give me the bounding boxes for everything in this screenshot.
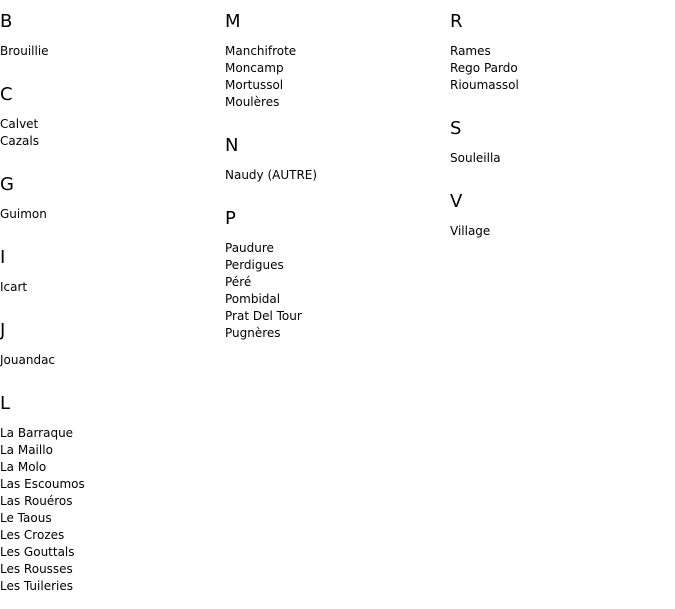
place-link[interactable]: Mortussol: [225, 78, 284, 92]
letter-group-m: [225, 0, 450, 124]
list-item: [0, 510, 225, 527]
letter-group-p: [225, 197, 450, 355]
place-link[interactable]: Souleilla: [450, 151, 501, 165]
place-link[interactable]: Guimon: [0, 207, 47, 221]
letter-heading: J: [0, 320, 6, 341]
place-link[interactable]: Pugnères: [225, 326, 281, 340]
letter-heading: L: [0, 393, 11, 414]
letter-group-l: [0, 382, 225, 608]
place-list: [0, 43, 225, 60]
list-item: [225, 77, 450, 94]
letter-heading: V: [450, 191, 463, 212]
place-list: [0, 352, 225, 369]
list-item: [0, 578, 225, 595]
place-link[interactable]: Naudy (AUTRE): [225, 168, 318, 182]
place-link[interactable]: Moncamp: [225, 61, 284, 75]
place-link[interactable]: Péré: [225, 275, 252, 289]
list-item: [225, 240, 450, 257]
list-item: [450, 60, 675, 77]
list-item: [0, 527, 225, 544]
letter-group-j: [0, 309, 225, 382]
place-list: [0, 116, 225, 150]
place-link[interactable]: Les Gouttals: [0, 545, 75, 559]
list-item: [225, 94, 450, 111]
place-list: [0, 279, 225, 296]
place-link[interactable]: Cazals: [0, 134, 39, 148]
place-link[interactable]: Brouillie: [0, 44, 49, 58]
letter-group-r: [450, 0, 675, 107]
list-item: [0, 561, 225, 578]
letter-heading: B: [0, 11, 13, 32]
place-link[interactable]: Calvet: [0, 117, 39, 131]
list-item: [0, 425, 225, 442]
list-item: [0, 544, 225, 561]
list-item: [450, 43, 675, 60]
list-item: [0, 352, 225, 369]
list-item: [0, 133, 225, 150]
place-link[interactable]: Le Taous: [0, 511, 52, 525]
letter-heading: I: [0, 247, 6, 268]
place-list: [450, 223, 675, 240]
letter-heading: C: [0, 84, 13, 105]
place-link[interactable]: Prat Del Tour: [225, 309, 302, 323]
letter-heading: G: [0, 174, 14, 195]
list-item: [450, 223, 675, 240]
letter-group-n: [225, 124, 450, 197]
list-item: [225, 167, 450, 184]
letter-group-i: [0, 236, 225, 309]
letter-group-g: [0, 163, 225, 236]
list-item: [225, 274, 450, 291]
place-link[interactable]: Pombidal: [225, 292, 281, 306]
letter-group-v: [450, 180, 675, 253]
letter-heading: M: [225, 11, 241, 32]
index-column-2: [225, 0, 450, 355]
letter-heading: S: [450, 118, 462, 139]
letter-group-s: [450, 107, 675, 180]
place-link[interactable]: Les Tuileries: [0, 579, 73, 593]
place-link[interactable]: La Barraque: [0, 426, 74, 440]
place-link[interactable]: Paudure: [225, 241, 274, 255]
place-link[interactable]: Rames: [450, 44, 491, 58]
list-item: [0, 493, 225, 510]
place-link[interactable]: Moulères: [225, 95, 280, 109]
index-column-1: [0, 0, 225, 608]
list-item: [450, 77, 675, 94]
place-link[interactable]: Manchifrote: [225, 44, 297, 58]
list-item: [225, 325, 450, 342]
place-link[interactable]: Les Crozes: [0, 528, 65, 542]
list-item: [0, 476, 225, 493]
place-link[interactable]: Las Rouéros: [0, 494, 73, 508]
place-link[interactable]: Les Rousses: [0, 562, 73, 576]
place-link[interactable]: Rioumassol: [450, 78, 519, 92]
list-item: [225, 43, 450, 60]
letter-heading: P: [225, 208, 236, 229]
list-item: [0, 279, 225, 296]
place-list: [225, 240, 450, 342]
place-list: [0, 206, 225, 223]
list-item: [0, 459, 225, 476]
place-list: [0, 425, 225, 595]
place-link[interactable]: Icart: [0, 280, 28, 294]
list-item: [450, 150, 675, 167]
letter-heading: R: [450, 11, 463, 32]
place-link[interactable]: Village: [450, 224, 491, 238]
list-item: [0, 442, 225, 459]
place-list: [450, 150, 675, 167]
list-item: [0, 206, 225, 223]
list-item: [0, 116, 225, 133]
list-item: [225, 291, 450, 308]
place-link[interactable]: Jouandac: [0, 353, 56, 367]
place-list: [225, 43, 450, 111]
place-link[interactable]: La Maillo: [0, 443, 53, 457]
place-list: [450, 43, 675, 94]
place-link[interactable]: Rego Pardo: [450, 61, 518, 75]
letter-heading: N: [225, 135, 239, 156]
place-list: [225, 167, 450, 184]
list-item: [0, 43, 225, 60]
letter-group-c: [0, 73, 225, 163]
place-link[interactable]: Perdigues: [225, 258, 284, 272]
letter-group-b: [0, 0, 225, 73]
list-item: [225, 308, 450, 325]
place-link[interactable]: La Molo: [0, 460, 47, 474]
place-link[interactable]: Las Escoumos: [0, 477, 85, 491]
index-column-3: [450, 0, 675, 253]
list-item: [225, 257, 450, 274]
list-item: [225, 60, 450, 77]
